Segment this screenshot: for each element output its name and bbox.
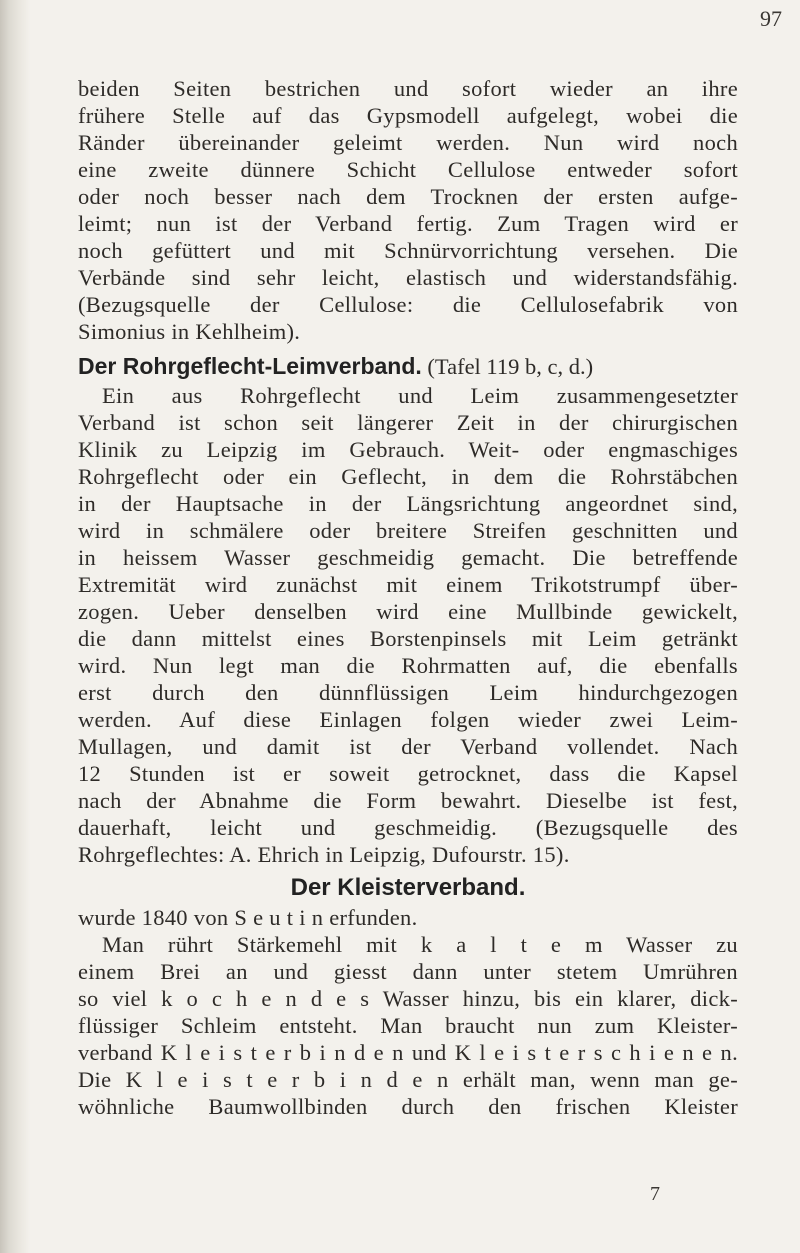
text-line: Man rührt Stärkemehl mit k a l t e m Wasser zu — [102, 932, 738, 957]
section-heading: Der Kleisterverband. — [290, 874, 526, 901]
text-line: Ränder übereinander geleimt werden. Nun wird noch — [78, 130, 738, 155]
text-line: Die K l e i s t e r b i n d e n erhält man, wenn man ge- — [78, 1067, 738, 1092]
text-line: wöhnliche Baumwollbinden durch den frischen Kleister — [78, 1094, 738, 1119]
text-line: Simonius in Kehlheim). — [78, 319, 301, 344]
text-line: in heissem Wasser geschmeidig gemacht. Die betreffende — [78, 545, 738, 570]
text-line: verband K l e i s t e r b i n d e n und K l e i s t e r s c h i e n e n. — [78, 1040, 738, 1065]
text-line: in der Hauptsache in der Längsrichtung angeordnet sind, — [78, 491, 738, 516]
text-line: oder noch besser nach dem Trocknen der ersten aufge- — [78, 184, 738, 209]
plate-reference: (Tafel 119 b, c, d.) — [427, 354, 594, 379]
text-line: 12 Stunden ist er soweit getrocknet, dass die Kapsel — [78, 761, 738, 786]
section-paragraph — [78, 382, 738, 868]
text-line: Ein aus Rohrgeflecht und Leim zusammengesetzter — [102, 383, 738, 408]
signature-mark: 7 — [650, 1183, 660, 1205]
text-line: beiden Seiten bestrichen und sofort wieder an ihre — [78, 76, 738, 101]
text-line: dauerhaft, leicht und geschmeidig. (Bezugsquelle des — [78, 815, 738, 840]
text-line: Extremität wird zunächst mit einem Trikotstrumpf über- — [78, 572, 738, 597]
text-line: zogen. Ueber denselben wird eine Mullbinde gewickelt, — [78, 599, 738, 624]
text-line: wird in schmälere oder breitere Streifen geschnitten und — [78, 518, 738, 543]
text-line: einem Brei an und giesst dann unter stetem Umrühren — [78, 959, 738, 984]
section-heading: Der Rohrgeflecht-Leimverband. — [78, 353, 422, 379]
text-line: eine zweite dünnere Schicht Cellulose entweder sofort — [78, 157, 738, 182]
text-line: Verband ist schon seit längerer Zeit in der chirurgischen — [78, 410, 738, 435]
text-line: wird. Nun legt man die Rohrmatten auf, die ebenfalls — [78, 653, 738, 678]
page-edge-shadow — [0, 0, 30, 1253]
text-line: flüssiger Schleim entsteht. Man braucht nun zum Kleister- — [78, 1013, 738, 1038]
text-line: leimt; nun ist der Verband fertig. Zum Tragen wird er — [78, 211, 738, 236]
text-line: erst durch den dünnflüssigen Leim hindurchgezogen — [78, 680, 738, 705]
page-number: 97 — [760, 6, 782, 31]
text-line: (Bezugsquelle der Cellulose: die Cellulosefabrik von — [78, 292, 738, 317]
text-line: Klinik zu Leipzig im Gebrauch. Weit- oder engmaschiges — [78, 437, 738, 462]
text-line: nach der Abnahme die Form bewahrt. Dieselbe ist fest, — [78, 788, 738, 813]
paragraph-continuation — [78, 75, 738, 345]
section-heading-line — [78, 351, 738, 382]
text-line: noch gefüttert und mit Schnürvorrichtung versehen. Die — [78, 238, 738, 263]
text-line: Rohrgeflecht oder ein Geflecht, in dem die Rohrstäbchen — [78, 464, 738, 489]
page-body — [78, 75, 738, 1120]
text-line: werden. Auf diese Einlagen folgen wieder zwei Leim- — [78, 707, 738, 732]
text-line: die dann mittelst eines Borstenpinsels mit Leim getränkt — [78, 626, 738, 651]
text-line: Verbände sind sehr leicht, elastisch und widerstandsfähig. — [78, 265, 738, 290]
text-line: so viel k o c h e n d e s Wasser hinzu, bis ein klarer, dick- — [78, 986, 738, 1011]
text-line: Rohrgeflechtes: A. Ehrich in Leipzig, Dufourstr. 15). — [78, 842, 570, 867]
text-line: frühere Stelle auf das Gypsmodell aufgelegt, wobei die — [78, 103, 738, 128]
text-line: Mullagen, und damit ist der Verband vollendet. Nach — [78, 734, 738, 759]
text-line: wurde 1840 von S e u t i n erfunden. — [78, 905, 418, 930]
section-paragraph — [78, 904, 738, 1120]
